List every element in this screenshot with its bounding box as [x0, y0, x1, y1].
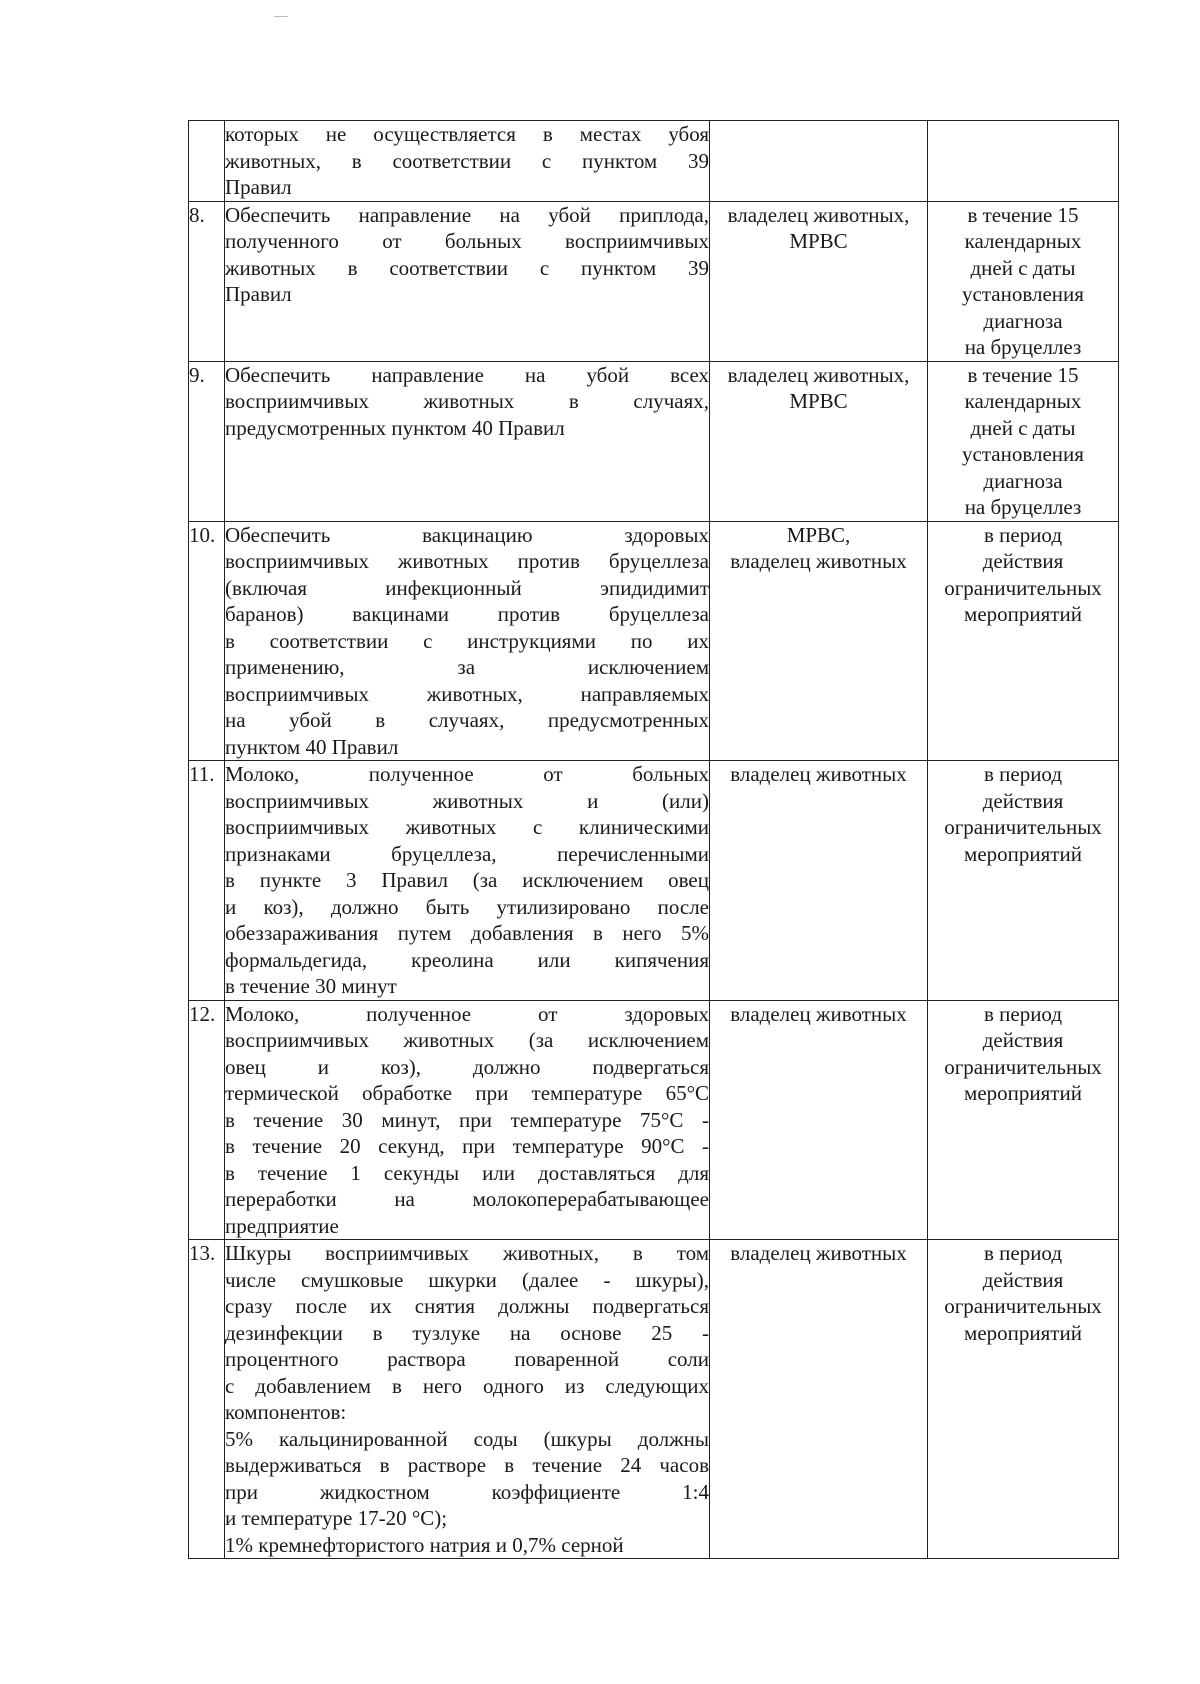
measures-table [188, 120, 1119, 1559]
action-text-line: полученного от больных восприимчивых [225, 229, 709, 253]
action-text-line: процентного раствора поваренной соли [225, 1347, 709, 1371]
term-cell [928, 121, 1119, 202]
action-text-line: в течение 30 минут, при температуре 75°С - [225, 1107, 709, 1132]
action-text-line: баранов) вакцинами против бруцеллеза [225, 602, 709, 626]
action-text-line: и температуре 17-20 °С); [225, 1506, 448, 1530]
term-text-line: в период [983, 522, 1063, 547]
term-text-line: установления [962, 282, 1084, 306]
responsible-text-line: МРВС [789, 389, 848, 413]
responsible-text-line: владелец животных [730, 549, 907, 573]
action-text-line: в течение 30 минут [225, 974, 397, 998]
term-text-line: в период [983, 1001, 1063, 1026]
responsible-cell [710, 521, 928, 761]
row-number [189, 121, 225, 202]
term-text-line: мероприятий [964, 1320, 1082, 1345]
row-number: 10. [189, 521, 225, 761]
responsible-cell [710, 361, 928, 521]
table-row [189, 121, 1119, 202]
term-text-line: ограничительных [944, 575, 1102, 600]
term-text-line: на бруцеллез [964, 335, 1082, 359]
responsible-cell [710, 1000, 928, 1240]
responsible-text-line: владелец животных [730, 1001, 907, 1026]
row-number: 8. [189, 201, 225, 361]
term-text-line: мероприятий [964, 602, 1082, 626]
term-cell [928, 201, 1119, 361]
term-text-line: ограничительных [944, 815, 1102, 839]
action-text-line: Правил [225, 282, 292, 306]
responsible-text-line: владелец животных, [727, 202, 910, 227]
term-text-line: действия [982, 788, 1064, 813]
action-text-line: с добавлением в него одного из следующих [225, 1373, 709, 1398]
action-text-line: в пункте 3 Правил (за исключением овец [225, 868, 709, 892]
action-text-line: дезинфекции в тузлуке на основе 25 - [225, 1320, 709, 1345]
term-text-line: дней с даты [970, 415, 1076, 440]
table-row [189, 1000, 1119, 1240]
action-text-line: Молоко, полученное от здоровых [225, 1001, 709, 1026]
action-text-line: Правил [225, 175, 292, 199]
action-text-line: Обеспечить направление на убой приплода, [225, 202, 709, 227]
responsible-text-line: владелец животных, [727, 362, 910, 387]
action-text-line: 5% кальцинированной соды (шкуры должны [225, 1426, 709, 1451]
term-text-line: диагноза [983, 308, 1063, 333]
term-text-line: в период [983, 762, 1063, 786]
action-text-line: формальдегида, креолина или кипячения [225, 947, 709, 972]
term-text-line: мероприятий [964, 1081, 1082, 1105]
responsible-cell [710, 1240, 928, 1559]
term-text-line: действия [982, 1028, 1064, 1052]
term-cell [928, 521, 1119, 761]
action-cell [225, 521, 710, 761]
action-text-line: обеззараживания путем добавления в него 5% [225, 921, 709, 945]
action-text-line: предусмотренных пунктом 40 Правил [225, 415, 565, 440]
responsible-cell [710, 201, 928, 361]
table-row [189, 201, 1119, 361]
row-number: 13. [189, 1240, 225, 1559]
action-text-line: признаками бруцеллеза, перечисленными [225, 841, 709, 866]
term-text-line: ограничительных [944, 1054, 1102, 1079]
action-cell [225, 1000, 710, 1240]
term-text-line: в течение 15 [967, 202, 1079, 227]
action-text-line: на убой в случаях, предусмотренных [225, 708, 709, 732]
action-text-line: при жидкостном коэффициенте 1:4 [225, 1479, 709, 1504]
term-cell [928, 1240, 1119, 1559]
action-text-line: восприимчивых животных и (или) [225, 788, 709, 813]
term-text-line: в течение 15 [967, 362, 1079, 387]
action-text-line: предприятие [225, 1213, 339, 1238]
action-text-line: восприимчивых животных против бруцеллеза [225, 549, 709, 573]
action-text-line: 1% кремнефтористого натрия и 0,7% серной [225, 1532, 624, 1557]
action-text-line: восприимчивых животных (за исключением [225, 1028, 709, 1052]
action-text-line: которых не осуществляется в местах убоя [225, 122, 709, 146]
action-text-line: восприимчивых животных с клиническими [225, 815, 709, 839]
term-text-line: действия [982, 549, 1064, 573]
action-text-line: выдерживаться в растворе в течение 24 часов [225, 1453, 709, 1477]
term-text-line: ограничительных [944, 1294, 1102, 1318]
action-text-line: в течение 20 секунд, при температуре 90°С - [225, 1134, 709, 1158]
term-cell [928, 1000, 1119, 1240]
action-text-line: Обеспечить направление на убой всех [225, 362, 709, 387]
term-text-line: календарных [964, 229, 1082, 253]
scan-mark [274, 16, 288, 17]
action-text-line: термической обработке при температуре 65°С [225, 1081, 709, 1105]
term-cell [928, 761, 1119, 1001]
term-text-line: на бруцеллез [964, 495, 1082, 519]
action-text-line: (включая инфекционный эпидидимит [225, 575, 709, 600]
action-text-line: переработки на молокоперерабатывающее [225, 1187, 709, 1211]
table-row [189, 521, 1119, 761]
responsible-text-line: МРВС, [786, 522, 851, 547]
term-text-line: мероприятий [964, 841, 1082, 866]
action-cell [225, 761, 710, 1001]
action-text-line: Шкуры восприимчивых животных, в том [225, 1241, 709, 1265]
term-text-line: действия [982, 1267, 1064, 1292]
term-cell [928, 361, 1119, 521]
action-cell [225, 201, 710, 361]
row-number: 9. [189, 361, 225, 521]
action-text-line: сразу после их снятия должны подвергаться [225, 1294, 709, 1318]
action-text-line: компонентов: [225, 1400, 347, 1424]
action-text-line: пунктом 40 Правил [225, 734, 399, 759]
measures-table-body [189, 121, 1119, 1559]
term-text-line: в период [983, 1241, 1063, 1265]
responsible-cell [710, 761, 928, 1001]
responsible-text-line: владелец животных [730, 1241, 907, 1265]
term-text-line: календарных [964, 389, 1082, 413]
action-cell [225, 1240, 710, 1559]
action-text-line: Молоко, полученное от больных [225, 762, 709, 786]
action-cell [225, 121, 710, 202]
term-text-line: дней с даты [970, 255, 1076, 280]
table-row [189, 761, 1119, 1001]
action-text-line: в течение 1 секунды или доставляться для [225, 1160, 709, 1185]
table-row [189, 361, 1119, 521]
action-text-line: овец и коз), должно подвергаться [225, 1054, 709, 1079]
term-text-line: установления [962, 442, 1084, 466]
responsible-cell [710, 121, 928, 202]
table-row [189, 1240, 1119, 1559]
responsible-text-line: владелец животных [730, 762, 907, 786]
responsible-text-line: МРВС [789, 229, 848, 253]
term-text-line: диагноза [983, 468, 1063, 493]
row-number: 12. [189, 1000, 225, 1240]
action-text-line: числе смушковые шкурки (далее - шкуры), [225, 1267, 709, 1292]
action-text-line: восприимчивых животных, направляемых [225, 681, 709, 706]
action-text-line: применению, за исключением [225, 655, 709, 679]
action-text-line: в соответствии с инструкциями по их [225, 628, 709, 653]
action-cell [225, 361, 710, 521]
action-text-line: Обеспечить вакцинацию здоровых [225, 522, 709, 547]
action-text-line: животных, в соответствии с пунктом 39 [225, 148, 709, 173]
row-number: 11. [189, 761, 225, 1001]
action-text-line: и коз), должно быть утилизировано после [225, 894, 709, 919]
action-text-line: восприимчивых животных в случаях, [225, 389, 709, 413]
action-text-line: животных в соответствии с пунктом 39 [225, 255, 709, 280]
